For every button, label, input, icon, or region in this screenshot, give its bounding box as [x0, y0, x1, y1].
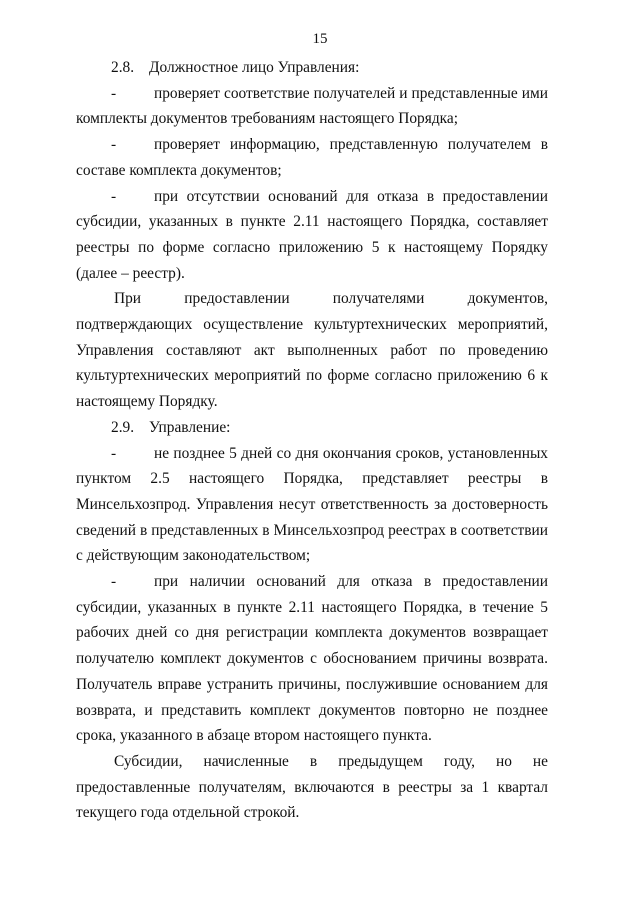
list-item: [76, 184, 548, 287]
list-dash: -: [111, 444, 117, 462]
list-dash: -: [111, 84, 117, 102]
document-body: [76, 55, 548, 826]
section-heading-text: Должностное лицо Управления:: [149, 59, 360, 76]
list-item: [76, 569, 548, 749]
section-number: 2.9.: [111, 418, 135, 436]
list-item: [76, 441, 548, 570]
list-item: [76, 81, 548, 132]
list-dash: -: [111, 573, 117, 591]
paragraph: Субсидии, начисленные в предыдущем году, но не предоставленные получателям, включаются в реестры за 1 квартал текущего года отдельной строкой.: [76, 752, 548, 822]
list-item-text: проверяет информацию, представленную получателем в составе комплекта документов;: [76, 136, 548, 179]
list-item-text: не позднее 5 дней со дня окончания сроков, установленных пунктом 2.5 настоящего Порядка, представляет реестры в Минсельхозпрод. Управления несут ответственность за достоверность сведений в представленных в Минсельхозпрод реестрах в соответствии с действующим законодательством;: [76, 444, 548, 565]
page-number: 15: [312, 31, 328, 47]
list-item-text: проверяет соответствие получателей и представленные ими комплекты документов требованиям настоящего Порядка;: [76, 84, 548, 128]
section-heading-text: Управление:: [149, 418, 231, 436]
list-dash: -: [111, 136, 117, 154]
section-heading-2-8: [76, 55, 548, 81]
list-item: [76, 132, 548, 183]
section-number: 2.8.: [111, 59, 135, 76]
list-dash: -: [111, 187, 117, 205]
section-heading-2-9: [76, 415, 548, 441]
list-item-text: при отсутствии оснований для отказа в предоставлении субсидии, указанных в пункте 2.11 настоящего Порядка, составляет реестры по форме согласно приложению 5 к настоящему Порядку (далее – реестр).: [76, 187, 548, 282]
paragraph: При предоставлении получателями документов, подтверждающих осуществление культуртехнических мероприятий, Управления составляют акт выполненных работ по проведению культуртехнических мероприятий по форме согласно приложению 6 к настоящему Порядку.: [76, 290, 548, 411]
list-item-text: при наличии оснований для отказа в предоставлении субсидии, указанных в пункте 2.11 настоящего Порядка, в течение 5 рабочих дней со дня регистрации комплекта документов возвращает получателю комплект документов с обоснованием причины возврата. Получатель вправе устранить причины, послужившие основанием для возврата, и представить комплект документов повторно не позднее срока, указанного в абзаце втором настоящего пункта.: [76, 573, 548, 745]
